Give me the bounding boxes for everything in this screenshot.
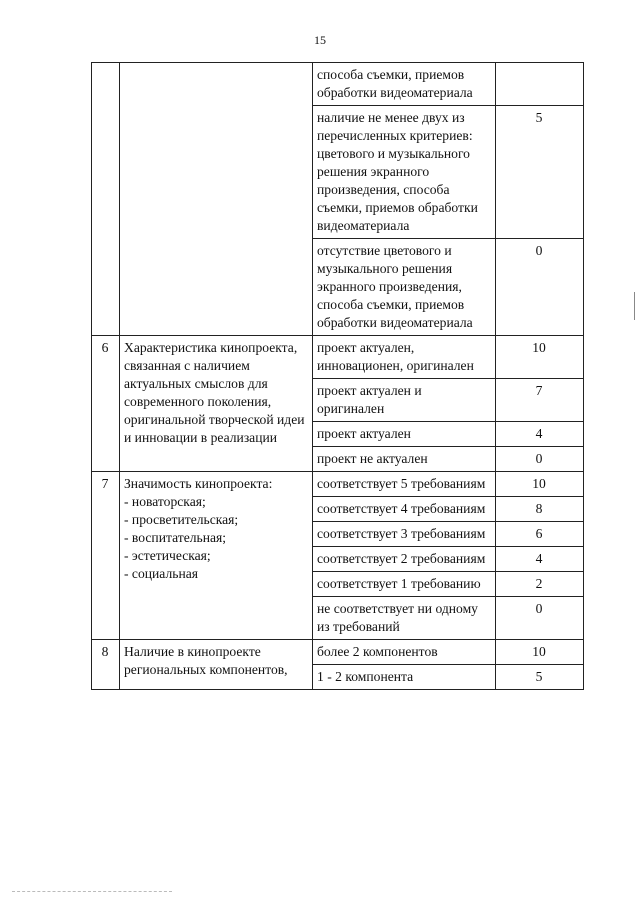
- score-points: 4: [496, 547, 584, 572]
- score-description: способа съемки, приемов обработки видеоматериала: [313, 63, 496, 106]
- criterion-cell: [120, 472, 313, 640]
- table-row: [92, 472, 584, 497]
- score-description: не соответствует ни одному из требований: [313, 597, 496, 640]
- score-points: 0: [496, 447, 584, 472]
- score-points: [496, 63, 584, 106]
- score-description: соответствует 2 требованиям: [313, 547, 496, 572]
- criterion-text: - новаторская;: [124, 494, 206, 509]
- criterion-number-cell: [92, 63, 120, 336]
- score-points: 10: [496, 336, 584, 379]
- criterion-number: 7: [92, 472, 120, 640]
- table-row: [92, 640, 584, 665]
- score-description: наличие не менее двух из перечисленных критериев: цветового и музыкального решения экранного произведения, способа съемки, приемов обработки видеоматериала: [313, 106, 496, 239]
- criterion-text: Значимость кинопроекта:: [124, 476, 273, 491]
- criterion-cell: [120, 336, 313, 472]
- score-points: 10: [496, 640, 584, 665]
- criterion-text: - воспитательная;: [124, 530, 227, 545]
- score-points: 0: [496, 597, 584, 640]
- score-points: 8: [496, 497, 584, 522]
- criterion-cell: [120, 640, 313, 690]
- score-description: соответствует 3 требованиям: [313, 522, 496, 547]
- score-points: 7: [496, 379, 584, 422]
- score-points: 10: [496, 472, 584, 497]
- scan-edge-mark: [634, 292, 635, 320]
- score-description: более 2 компонентов: [313, 640, 496, 665]
- score-description: соответствует 1 требованию: [313, 572, 496, 597]
- score-description: проект актуален, инновационен, оригинален: [313, 336, 496, 379]
- score-description: проект не актуален: [313, 447, 496, 472]
- criterion-text: - эстетическая;: [124, 548, 211, 563]
- score-points: 0: [496, 239, 584, 336]
- score-description: проект актуален: [313, 422, 496, 447]
- score-description: отсутствие цветового и музыкального решения экранного произведения, способа съемки, приемов обработки видеоматериала: [313, 239, 496, 336]
- table-row: [92, 63, 584, 106]
- score-description: соответствует 4 требованиям: [313, 497, 496, 522]
- criterion-number: 6: [92, 336, 120, 472]
- score-points: 4: [496, 422, 584, 447]
- criterion-number: 8: [92, 640, 120, 690]
- criterion-text: - социальная: [124, 566, 199, 581]
- score-points: 5: [496, 665, 584, 690]
- score-description: 1 - 2 компонента: [313, 665, 496, 690]
- criteria-table: [91, 62, 584, 690]
- criterion-text: - просветительская;: [124, 512, 239, 527]
- footer-rule: [12, 891, 172, 892]
- score-description: соответствует 5 требованиям: [313, 472, 496, 497]
- score-description: проект актуален и оригинален: [313, 379, 496, 422]
- score-points: 6: [496, 522, 584, 547]
- score-points: 2: [496, 572, 584, 597]
- criterion-text: Характеристика кинопроекта, связанная с наличием актуальных смыслов для современного поколения, оригинальной творческой идеи и инновации в реализации: [124, 340, 305, 445]
- criterion-cell: [120, 63, 313, 336]
- page-number: 15: [314, 33, 326, 47]
- criterion-text: Наличие в кинопроекте региональных компонентов,: [124, 644, 288, 677]
- score-points: 5: [496, 106, 584, 239]
- table-row: [92, 336, 584, 379]
